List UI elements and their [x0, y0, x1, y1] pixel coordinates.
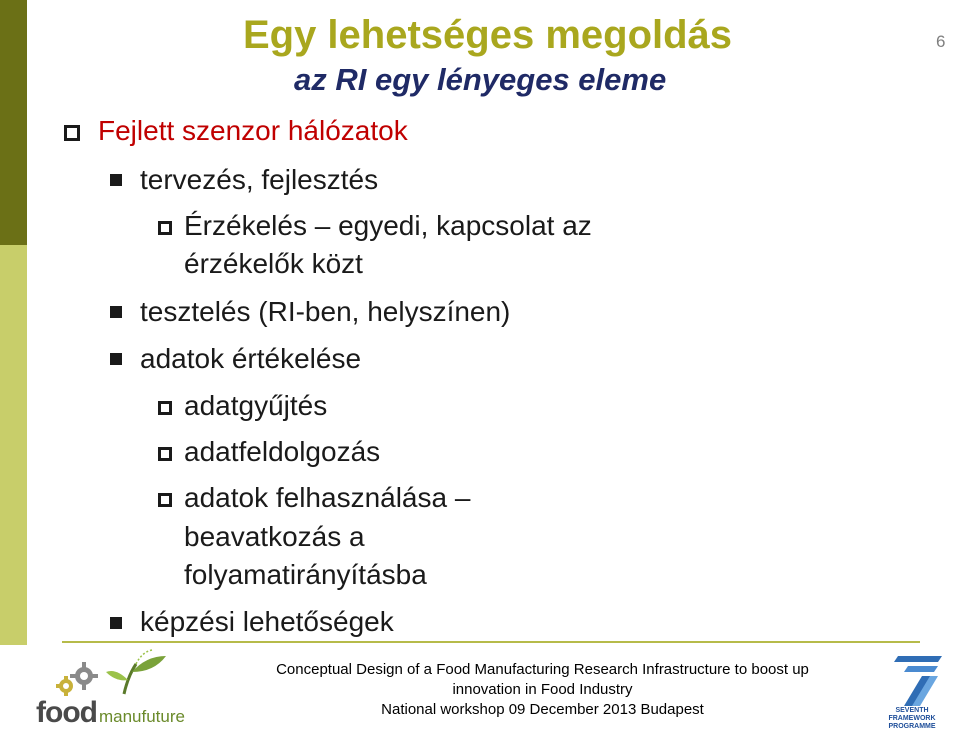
square-bullet-icon: [110, 353, 122, 365]
footer-divider: [62, 641, 920, 643]
hollow-square-bullet-icon: [158, 221, 172, 235]
sub-bullet-item-continuation: érzékelők közt: [184, 248, 363, 279]
bullet-item: képzési lehetőségek: [140, 606, 394, 637]
square-bullet-icon: [110, 174, 122, 186]
sub-bullet-item: Érzékelés – egyedi, kapcsolat az: [184, 210, 592, 241]
sub-bullet-item-continuation: beavatkozás a: [184, 521, 365, 552]
slide-number: 6: [936, 32, 946, 51]
hollow-square-bullet-icon: [64, 125, 80, 141]
side-stripe-light: [0, 245, 27, 645]
slide-subtitle: az RI egy lényeges eleme: [294, 62, 667, 97]
bullet-item: tervezés, fejlesztés: [140, 164, 379, 195]
bullet-item: adatok értékelése: [140, 343, 362, 374]
hollow-square-bullet-icon: [158, 401, 172, 415]
sub-bullet-item: adatfeldolgozás: [184, 436, 381, 467]
sub-bullet-item: adatgyűjtés: [184, 390, 328, 421]
slide-title: Egy lehetséges megoldás: [242, 13, 733, 57]
hollow-square-bullet-icon: [158, 493, 172, 507]
bullet-heading: Fejlett szenzor hálózatok: [98, 115, 408, 146]
square-bullet-icon: [110, 617, 122, 629]
sub-bullet-item-continuation: folyamatirányításba: [184, 559, 427, 590]
bullet-item: tesztelés (RI-ben, helyszínen): [140, 296, 511, 327]
food-manufuture-logo: food manufuture: [36, 696, 185, 729]
sub-bullet-item: adatok felhasználása –: [184, 482, 471, 513]
hollow-square-bullet-icon: [158, 447, 172, 461]
footer-text: Conceptual Design of a Food Manufacturing Research Infrastructure to boost up innovation in Food Industry National workshop 09 December 2013 Budapest: [276, 661, 809, 718]
square-bullet-icon: [110, 306, 122, 318]
seventh-framework-programme-label: SEVENTH FRAMEWORK PROGRAMME: [888, 707, 936, 730]
